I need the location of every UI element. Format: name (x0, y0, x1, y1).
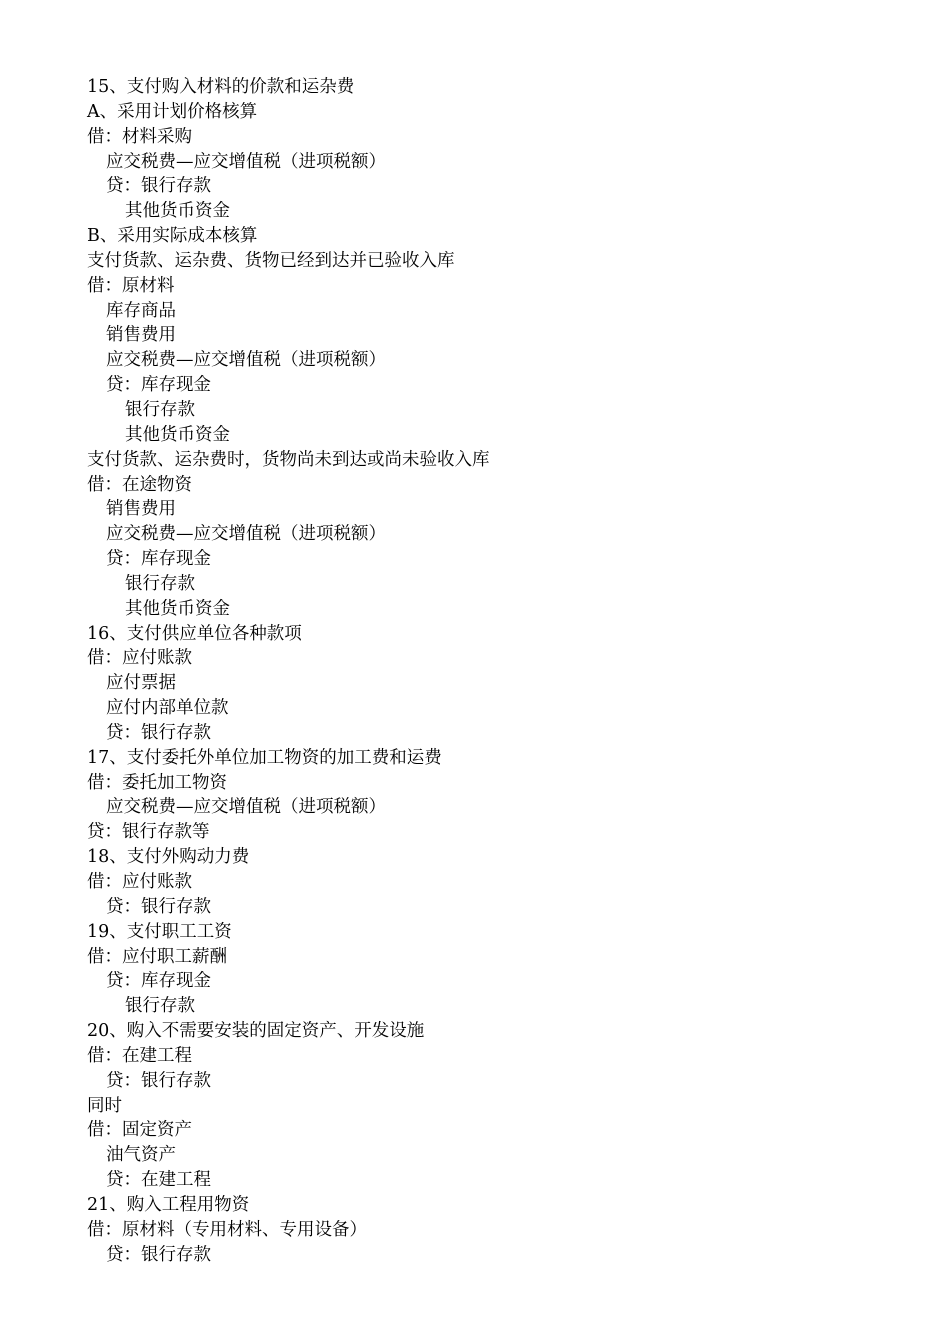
text-line: 17、支付委托外单位加工物资的加工费和运费 (87, 747, 442, 768)
text-line: 银行存款 (125, 399, 195, 420)
text-line: 借：原材料（专用材料、专用设备） (87, 1219, 367, 1240)
text-line: 借：应付账款 (87, 648, 192, 669)
text-line: 销售费用 (106, 325, 176, 346)
text-line: 应交税费—应交增值税（进项税额） (106, 797, 386, 818)
text-line: 应交税费—应交增值税（进项税额） (106, 524, 386, 545)
text-line: 其他货币资金 (125, 424, 230, 445)
text-line: 库存商品 (106, 300, 176, 321)
text-line: 20、购入不需要安装的固定资产、开发设施 (87, 1021, 425, 1042)
text-line: 贷：在建工程 (106, 1170, 211, 1191)
text-line: 其他货币资金 (125, 201, 230, 222)
text-line: 应交税费—应交增值税（进项税额） (106, 350, 386, 371)
text-line: 借：材料采购 (87, 126, 192, 147)
text-line: 应交税费—应交增值税（进项税额） (106, 151, 386, 172)
text-line: 贷：银行存款 (106, 896, 211, 917)
text-line: 支付货款、运杂费时，货物尚未到达或尚未验收入库 (87, 449, 490, 470)
text-line: 19、支付职工工资 (87, 921, 232, 942)
text-line: 贷：银行存款 (106, 722, 211, 743)
text-line: 借：委托加工物资 (87, 772, 227, 793)
text-line: 借：原材料 (87, 275, 175, 296)
text-line: 贷：银行存款 (106, 1244, 211, 1265)
text-line: 借：固定资产 (87, 1120, 192, 1141)
text-line: 贷：库存现金 (106, 375, 211, 396)
text-line: 其他货币资金 (125, 598, 230, 619)
text-line: 借：应付账款 (87, 872, 192, 892)
text-line: 借：在途物资 (87, 474, 192, 495)
text-line: 借：在建工程 (87, 1045, 192, 1066)
text-line: 21、购入工程用物资 (87, 1194, 250, 1215)
text-line: 贷：库存现金 (106, 549, 211, 570)
text-line: 应付票据 (106, 673, 176, 694)
text-line: B、采用实际成本核算 (87, 226, 258, 247)
text-line: 贷：库存现金 (106, 971, 211, 992)
document-body (87, 75, 907, 1268)
text-line: 支付货款、运杂费、货物已经到达并已验收入库 (87, 250, 455, 271)
text-line: 贷：银行存款等 (87, 822, 210, 843)
text-line: 银行存款 (125, 996, 195, 1017)
text-line: 银行存款 (125, 573, 195, 594)
text-line: 应付内部单位款 (106, 698, 229, 719)
text-line: 油气资产 (106, 1145, 176, 1166)
text-line: 16、支付供应单位各种款项 (87, 623, 302, 644)
text-line: 15、支付购入材料的价款和运杂费 (87, 77, 355, 97)
text-line: 借：应付职工薪酬 (87, 946, 227, 967)
text-line: A、采用计划价格核算 (87, 101, 258, 122)
text-line: 18、支付外购动力费 (87, 847, 250, 868)
text-line: 销售费用 (106, 499, 176, 520)
text-line: 贷：银行存款 (106, 1070, 211, 1091)
text-line: 贷：银行存款 (106, 176, 211, 197)
text-line: 同时 (87, 1095, 122, 1116)
